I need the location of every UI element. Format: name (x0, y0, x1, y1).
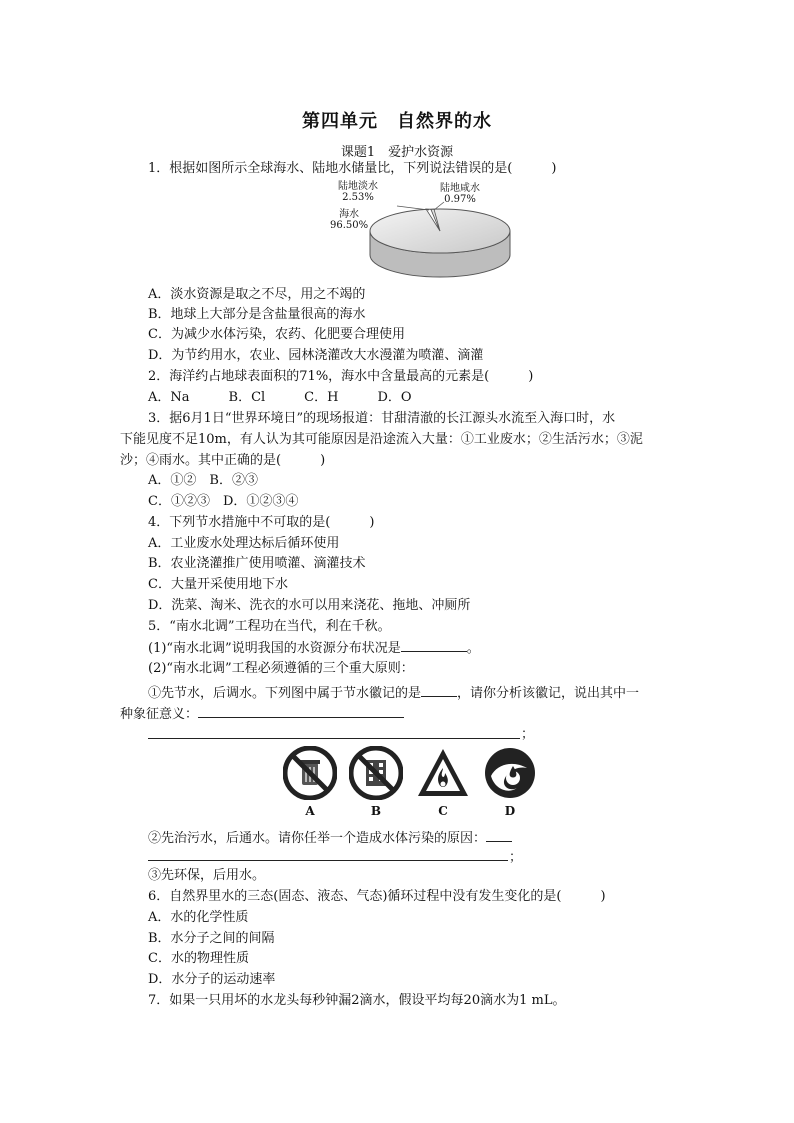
sign-d (483, 746, 537, 800)
sign-b (349, 746, 403, 800)
flammable-warning-icon (416, 746, 470, 800)
q4-stem: 4．下列节水措施中不可取的是( ) (148, 515, 375, 530)
q6-stem: 6．自然界里水的三态(固态、液态、气态)循环过程中没有发生变化的是( ) (148, 889, 606, 904)
pie-label-fresh-value: 2.53% (342, 192, 374, 203)
q5-principle-1-line-2-text: 种象征意义： (120, 707, 199, 722)
q5-principle-1-line-1 (148, 684, 639, 703)
q5-semicolon-1: ； (521, 727, 535, 742)
pie-label-fresh (338, 181, 378, 203)
q1-stem: 1．根据如图所示全球海水、陆地水储量比，下列说法错误的是( ) (148, 161, 557, 176)
sign-a-label: A (305, 804, 315, 818)
q3-line-1: 3．据6月1日“世界环境日”的现场报道：甘甜清澈的长江源头水流至入海口时，水 (148, 411, 616, 426)
pie-label-fresh-name: 陆地淡水 (338, 181, 378, 192)
q5-stem: 5．“南水北调”工程功在当代，利在千秋。 (148, 619, 391, 634)
q1-option-a: A．淡水资源是取之不尽，用之不竭的 (148, 287, 366, 302)
q5-sub1-text: (1)“南水北调”说明我国的水资源分布状况是 (148, 641, 401, 656)
q5-emblem-answer-blank[interactable] (421, 684, 457, 697)
q3-options-1: A．①② B．②③ (148, 473, 258, 488)
q5-sub1-answer-blank[interactable] (401, 639, 467, 652)
q5-principle-1-text-b: ，请你分析该徽记，说出其中一 (457, 686, 640, 701)
pie-leader-fresh (397, 206, 429, 210)
q5-sub2: (2)“南水北调”工程必须遵循的三个重大原则： (148, 661, 414, 676)
q7-stem: 7．如果一只用坏的水龙头每秒钟漏2滴水，假设平均每20滴水为1 mL。 (148, 993, 566, 1008)
q6-option-c: C．水的物理性质 (148, 951, 249, 966)
q6-option-a: A．水的化学性质 (148, 910, 249, 925)
q1-option-b: B．地球上大部分是含盐量很高的海水 (148, 307, 366, 322)
page-title: 第四单元 自然界的水 (302, 111, 492, 132)
q4-option-b: B．农业浇灌推广使用喷灌、滴灌技术 (148, 556, 366, 571)
q5-pollution-answer-blank[interactable] (486, 829, 512, 842)
q5-principle-1-line-2 (120, 705, 404, 724)
q1-option-d: D．为节约用水，农业、园林浇灌改大水漫灌为喷灌、滴灌 (148, 348, 484, 363)
pie-label-salt-name: 陆地咸水 (440, 183, 480, 194)
q5-pollution-answer-line[interactable] (148, 860, 508, 861)
q1-option-c: C．为减少水体污染，农药、化肥要合理使用 (148, 327, 405, 342)
q4-option-d: D．洗菜、淘米、洗衣的水可以用来浇花、拖地、冲厕所 (148, 598, 471, 613)
pie-label-salt (440, 183, 480, 205)
q6-option-d: D．水分子的运动速率 (148, 972, 276, 987)
q5-principle-2-text: ②先治污水，后通水。请你任举一个造成水体污染的原因： (148, 831, 487, 846)
sign-c (416, 746, 470, 800)
q2-stem: 2．海洋约占地球表面积的71%，海水中含量最高的元素是( ) (148, 369, 534, 384)
q3-line-2: 下能见度不足10m，有人认为其可能原因是沿途流入大量：①工业废水；②生活污水；③泥 (120, 432, 643, 447)
pie-label-salt-value: 0.97% (444, 194, 476, 205)
q3-options-2: C．①②③ D．①②③④ (148, 494, 299, 509)
q5-sub1-end: 。 (466, 641, 480, 656)
emblem-figure (283, 746, 543, 821)
no-littering-icon (283, 746, 337, 800)
sign-d-label: D (504, 804, 516, 818)
q5-meaning-answer-blank[interactable] (198, 705, 404, 718)
q5-principle-3: ③先环保，后用水。 (148, 868, 266, 883)
q5-sub1 (148, 639, 480, 658)
q2-options: A．Na B．Cl C．H D．O (148, 390, 412, 405)
q5-principle-1-text-a: ①先节水，后调水。下列图中属于节水徽记的是 (148, 686, 422, 701)
pie-chart (330, 182, 530, 282)
no-smoking-building-icon (349, 746, 403, 800)
pie-label-seawater-value: 96.50% (330, 220, 369, 231)
q4-option-a: A．工业废水处理达标后循环使用 (148, 536, 340, 551)
pie-label-seawater-name: 海水 (339, 209, 360, 220)
q6-option-b: B．水分子之间的间隔 (148, 931, 275, 946)
q5-principle-2-line-1 (148, 829, 512, 848)
lesson-subtitle: 课题1 爱护水资源 (340, 145, 454, 160)
sign-b-label: B (370, 804, 382, 818)
water-saving-emblem-icon (483, 746, 537, 800)
q5-meaning-answer-line[interactable] (148, 738, 520, 739)
pie-label-seawater (330, 209, 368, 231)
sign-a (283, 746, 337, 800)
q4-option-c: C．大量开采使用地下水 (148, 577, 288, 592)
q3-line-3: 沙；④雨水。其中正确的是( ) (120, 453, 326, 468)
sign-c-label: C (438, 804, 448, 818)
q5-semicolon-2: ； (509, 850, 523, 865)
